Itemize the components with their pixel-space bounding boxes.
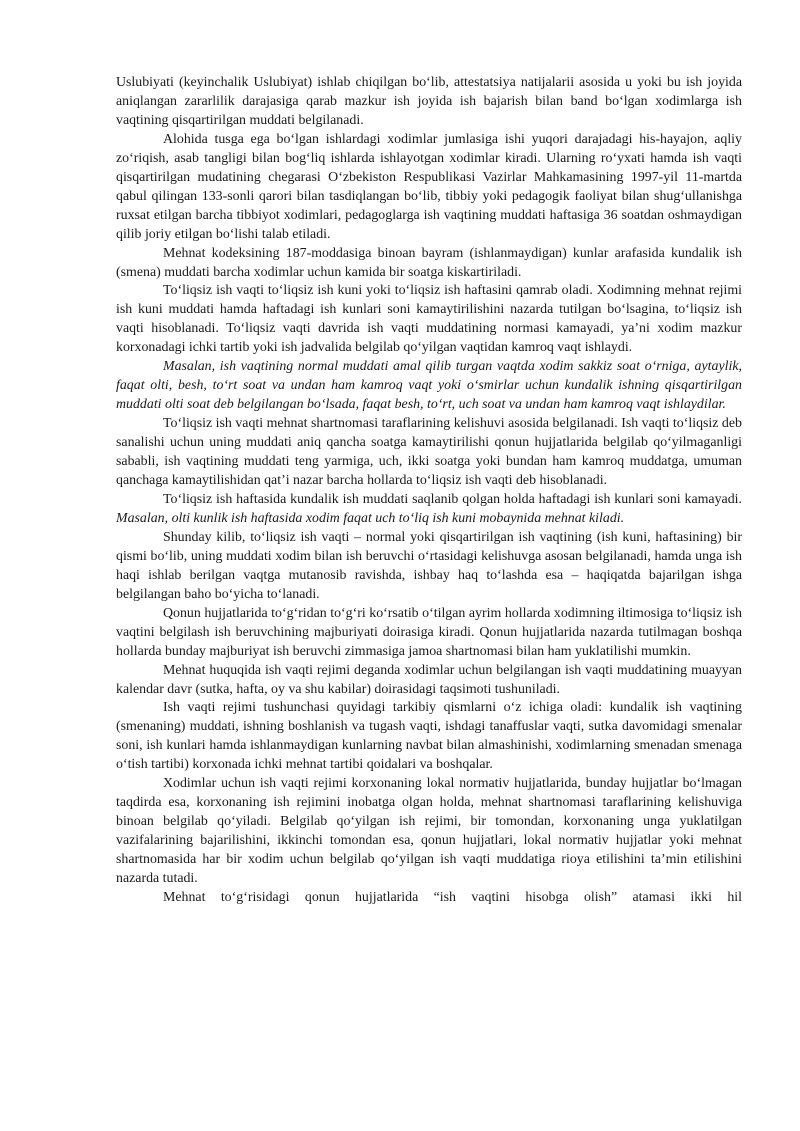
paragraph-13	[116, 889, 742, 908]
paragraph-5-example	[116, 358, 742, 415]
paragraph-11-text: Ish vaqti rejimi tushunchasi quyidagi tarkibiy qismlarni o‘z ichiga oladi: kundalik ish vaqtining (smenaning) muddati, ishning boshlanish va tugash vaqti, ishdagi tanaffuslar vaqti, sutka davomidagi smenalar soni, ish kunlari hamda ishlanmaydigan kunlarning navbat bilan almashinishi, xodimlarning smenadan smenaga o‘tish tartibi) korxonada ichki mehnat tartibi qoidalari va boshqalar.	[116, 700, 742, 773]
paragraph-2	[116, 131, 742, 245]
paragraph-4	[116, 282, 742, 358]
paragraph-3	[116, 245, 742, 283]
paragraph-4-text: To‘liqsiz ish vaqti to‘liqsiz ish kuni yoki to‘liqsiz ish haftasini qamrab oladi. Xodimning mehnat rejimi ish kuni muddati hamda haftadagi ish kunlari soni kamaytirilishini nazarda tutilgan bo‘lsagina, to‘liqsiz ish vaqti hisoblanadi. To‘liqsiz vaqti davrida ish vaqti muddatining normasi kamayadi, ya’ni xodim mazkur korxonadagi ichki tartib yoki ish jadvalida belgilab qo‘yilgan vaqtidan kamroq vaqt ishlaydi.	[116, 283, 742, 356]
paragraph-6	[116, 415, 742, 491]
paragraph-1	[116, 74, 742, 131]
paragraph-9-text: Qonun hujjatlarida to‘g‘ridan to‘g‘ri ko‘rsatib o‘tilgan ayrim hollarda xodimning iltimosiga to‘liqsiz ish vaqtini belgilash ish beruvchining majburiyati doirasiga kiradi. Qonun hujjatlarida nazarda tutilmagan boshqa hollarda bunday majburiyat ish beruvchi zimmasiga jamoa shartnomasi bilan ham yuklatilishi mumkin.	[116, 605, 742, 659]
paragraph-3-text: Mehnat kodeksining 187-moddasiga binoan bayram (ishlanmaydigan) kunlar arafasida kundalik ish (smena) muddati barcha xodimlar uchun kamida bir soatga kiskartiriladi.	[116, 245, 742, 280]
paragraph-12	[116, 775, 742, 889]
paragraph-6-text: To‘liqsiz ish vaqti mehnat shartnomasi taraflarining kelishuvi asosida belgilanadi. Ish vaqti to‘liqsiz deb sanalishi uchun uning muddati aniq qancha soatga kamaytirilishi qonun hujjatlarida belgilab qo‘yilmaganligi sababli, ish vaqtining muddati teng yarmiga, uch, ikki soatga yoki bundan ham kamroq muddatga, umuman qanchaga kamaytilishidan qat’i nazar barcha hollarda to‘liqsiz ish vaqti deb hisoblanadi.	[116, 416, 742, 489]
paragraph-8	[116, 529, 742, 605]
document-page	[116, 74, 742, 908]
paragraph-7-text: To‘liqsiz ish haftasida kundalik ish muddati saqlanib qolgan holda haftadagi ish kunlari soni kamayadi.	[163, 491, 742, 507]
paragraph-10	[116, 662, 742, 700]
paragraph-7	[116, 491, 742, 529]
paragraph-7-italic-text: Masalan, olti kunlik ish haftasida xodim faqat uch to‘liq ish kuni mobaynida mehnat kiladi.	[116, 510, 625, 526]
paragraph-13-text: Mehnat to‘g‘risidagi qonun hujjatlarida “ish vaqtini hisobga olish” atamasi ikki hil	[163, 889, 742, 905]
paragraph-9	[116, 605, 742, 662]
paragraph-5-italic-text: Masalan, ish vaqtining normal muddati amal qilib turgan vaqtda xodim sakkiz soat o‘rniga, aytaylik, faqat olti, besh, to‘rt soat va undan ham kamroq vaqt yoki o‘smirlar uchun kundalik ishning qisqartirilgan muddati olti soat deb belgilangan bo‘lsada, faqat besh, to‘rt, uch soat va undan ham kamroq vaqt ishlaydilar.	[116, 359, 742, 413]
paragraph-8-text: Shunday kilib, to‘liqsiz ish vaqti – normal yoki qisqartirilgan ish vaqtining (ish kuni, haftasining) bir qismi bo‘lib, uning muddati xodim bilan ish beruvchi o‘rtasidagi kelishuvga asosan belgilanadi, hamda unga ish haqi ishlab berilgan vaqtga mutanosib ravishda, ishbay haq to‘lashda esa – haqiqatda bajarilgan ishga belgilangan baho bo‘yicha to‘lanadi.	[116, 529, 742, 602]
paragraph-10-text: Mehnat huquqida ish vaqti rejimi deganda xodimlar uchun belgilangan ish vaqti muddatining muayyan kalendar davr (sutka, hafta, oy va shu kabilar) doirasidagi taqsimoti tushuniladi.	[116, 662, 742, 697]
paragraph-2-text: Alohida tusga ega bo‘lgan ishlardagi xodimlar jumlasiga ishi yuqori darajadagi his-hayajon, aqliy zo‘riqish, asab tangligi bilan bog‘liq ishlarda ishlayotgan xodimlar kiradi. Ularning ro‘yxati hamda ish vaqti qisqartirilgan mudatining chegarasi O‘zbekiston Respublikasi Vazirlar Mahkamasining 1997-yil 11-martda qabul qilingan 133-sonli qarori bilan tasdiqlangan bo‘lib, tibbiy yoki pedagogik faoliyat bilan shug‘ullanishga ruxsat etilgan barcha tibbiyot xodimlari, pedagoglarga ish vaqtining muddati haftasiga 36 soatdan oshmaydigan qilib joriy etilgan bo‘lishi talab etiladi.	[116, 131, 742, 242]
paragraph-12-text: Xodimlar uchun ish vaqti rejimi korxonaning lokal normativ hujjatlarida, bunday hujjatlar bo‘lmagan taqdirda esa, korxonaning ish rejimini inobatga olgan holda, mehnat shartnomasi taraflarining kelishuviga binoan belgilab qo‘yiladi. Belgilab qo‘yilgan ish rejimi, bir tomondan, korxonaning unga yuklatilgan vazifalarining bajarilishini, ikkinchi tomondan esa, qonun hujjatlari, lokal normativ hujjatlar yoki mehnat shartnomasida har bir xodim uchun belgilab qo‘yilgan ish vaqti muddatiga rioya etilishini ta’min etilishini nazarda tutadi.	[116, 776, 742, 887]
paragraph-11	[116, 699, 742, 775]
paragraph-1-text: Uslubiyati (keyinchalik Uslubiyat) ishlab chiqilgan bo‘lib, attestatsiya natijalarii asosida u yoki bu ish joyida aniqlangan zararlilik darajasiga qarab mazkur ish joyida ish bajarish bilan band bo‘lgan xodimlarga ish vaqtining qisqartirilgan muddati belgilanadi.	[116, 75, 742, 128]
